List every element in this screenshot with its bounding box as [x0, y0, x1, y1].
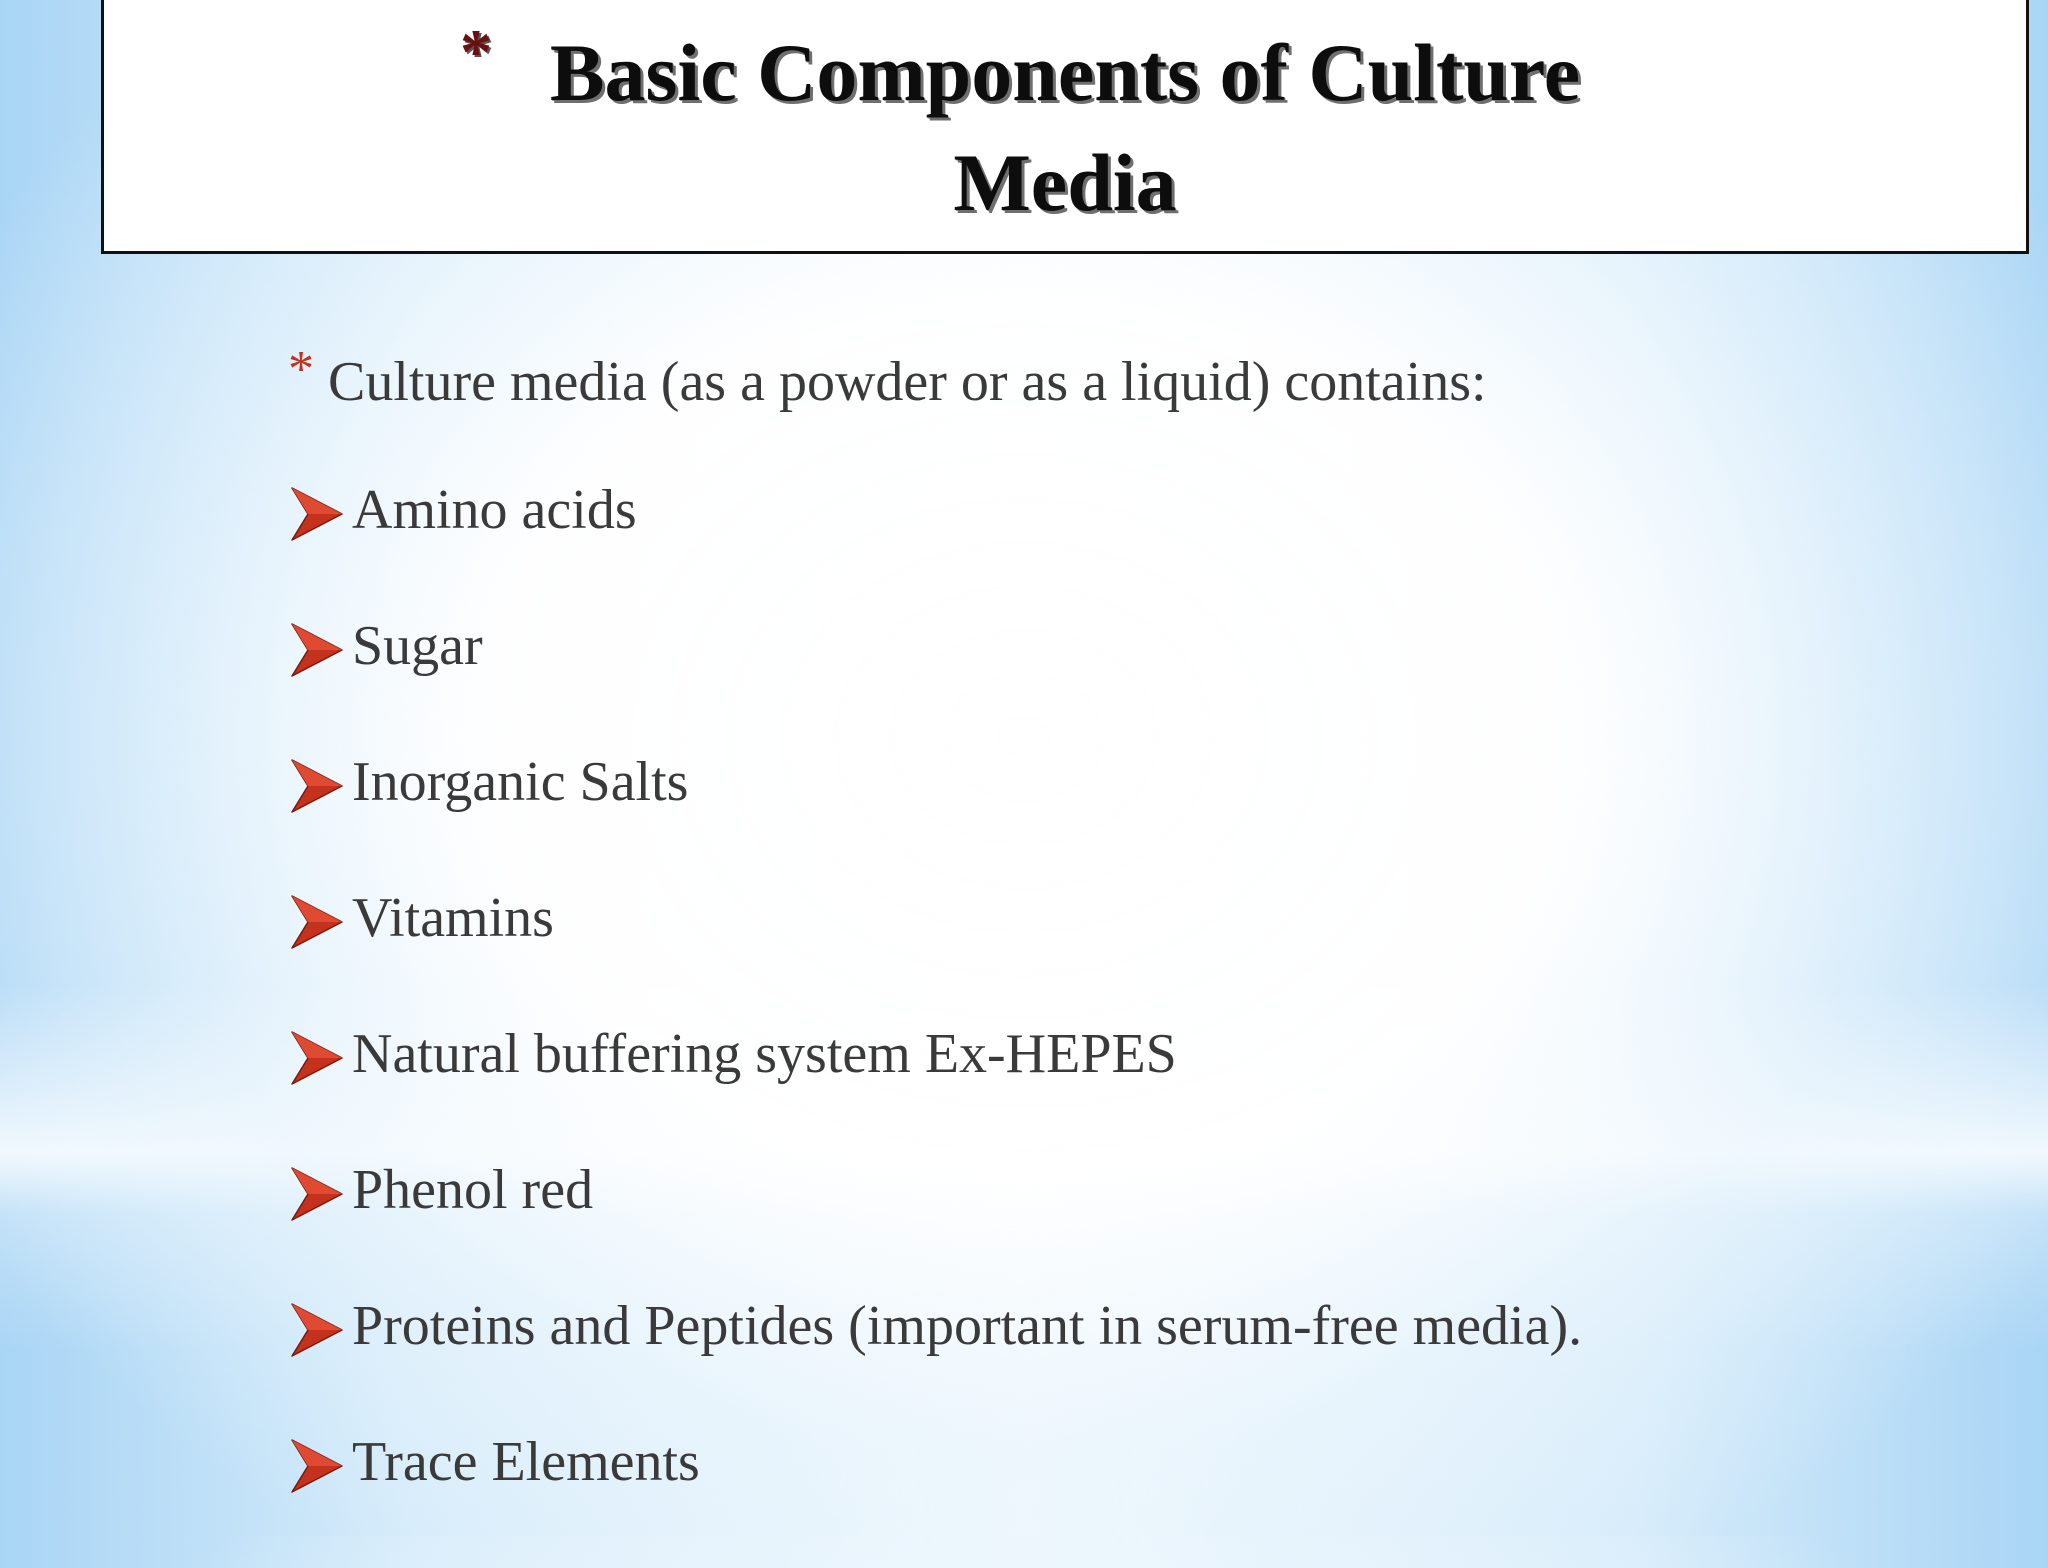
- list-item-label: Amino acids: [352, 479, 637, 541]
- list-item-label: Natural buffering system Ex-HEPES: [352, 1023, 1177, 1085]
- list-item-label: Inorganic Salts: [352, 751, 689, 813]
- arrow-bullet-icon: [290, 1164, 344, 1224]
- arrow-bullet-icon: [290, 1300, 344, 1360]
- arrow-bullet-icon: [290, 756, 344, 816]
- arrow-bullet-icon: [290, 484, 344, 544]
- list-item-label: Phenol red: [352, 1159, 594, 1221]
- arrow-bullet-icon: [290, 1436, 344, 1496]
- title-box: [101, 0, 2029, 254]
- intro-star-icon: *: [288, 341, 314, 398]
- slide-title-line-2: Media: [953, 137, 1177, 228]
- list-item-label: Trace Elements: [352, 1431, 700, 1493]
- arrow-bullet-icon: [290, 620, 344, 680]
- list-item-label: Proteins and Peptides (important in serum-free media).: [352, 1295, 1583, 1357]
- arrow-bullet-icon: [290, 1028, 344, 1088]
- list-item-label: Vitamins: [352, 887, 554, 949]
- arrow-bullet-icon: [290, 892, 344, 952]
- list-item-label: Sugar: [352, 615, 483, 677]
- slide-title-line-1: Basic Components of Culture: [549, 27, 1581, 118]
- title-star-icon: *: [460, 16, 492, 87]
- intro-text: Culture media (as a powder or as a liquid) contains:: [328, 351, 1487, 413]
